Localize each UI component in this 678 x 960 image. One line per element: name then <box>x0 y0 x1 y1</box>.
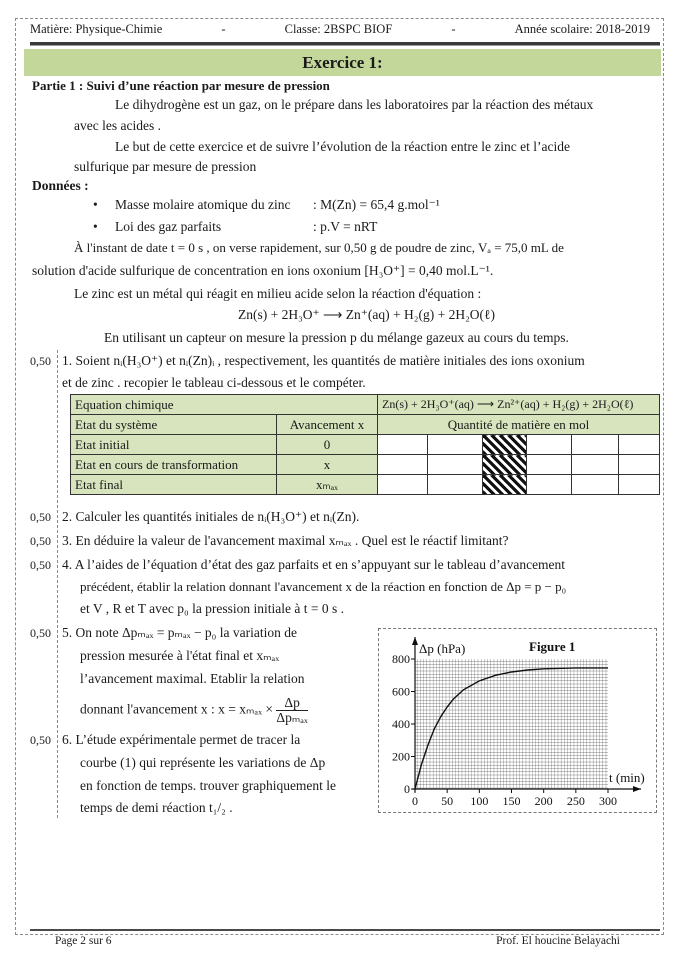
table-row <box>71 435 660 455</box>
quantity-cell <box>378 475 428 495</box>
quantity-cell <box>378 455 428 475</box>
school-year: Année scolaire: 2018-2019 <box>514 22 650 36</box>
question-1-line2: et de zinc . recopier le tableau ci-dessous et le compéter. <box>62 375 366 390</box>
question-6-line3: en fonction de temps. trouver graphiquement le <box>80 778 337 793</box>
question-5-formula: donnant l'avancement x : x = xₘₐₓ × <box>80 701 274 717</box>
question-4-line2: précédent, établir la relation donnant l'avancement x de la réaction en fonction de Δp = p − p₀ <box>80 579 567 594</box>
table-row <box>71 455 660 475</box>
quantity-cell <box>527 475 572 495</box>
question-4-line1: 4. A l’aides de l’équation d’état des gaz parfaits et en s’appuyant sur le tableau d’avancement <box>62 557 566 572</box>
y-axis-arrow-icon <box>412 637 418 645</box>
svg-text:200: 200 <box>534 794 553 808</box>
quantity-cell <box>378 435 428 455</box>
data-value-gas-law: : p.V = nRT <box>313 219 378 234</box>
author: Prof. El houcine Belayachi <box>496 935 620 947</box>
t0-line2: solution d'acide sulfurique de concentration en ions oxonium [H₃O⁺] = 0,40 mol.L⁻¹. <box>32 263 494 278</box>
page-header <box>30 22 650 37</box>
hatched-cell <box>483 475 527 495</box>
table-header-quantity: Quantité de matière en mol <box>378 415 660 435</box>
data-label-molar-mass: Masse molaire atomique du zinc <box>115 197 291 212</box>
quantity-cell <box>572 435 619 455</box>
quantity-cell <box>619 455 660 475</box>
quantity-cell <box>428 455 483 475</box>
svg-text:300: 300 <box>599 794 617 808</box>
quantity-cell <box>428 435 483 455</box>
data-value-molar-mass: : M(Zn) = 65,4 g.mol⁻¹ <box>313 197 440 212</box>
fraction-numerator: Δp <box>276 696 307 711</box>
hatched-cell <box>483 455 527 475</box>
svg-text:50: 50 <box>441 794 454 808</box>
question-mark: 0,50 <box>30 558 51 572</box>
svg-text:800: 800 <box>392 652 410 666</box>
separator: - <box>451 22 456 36</box>
question-5-line3: l’avancement maximal. Etablir la relation <box>80 671 305 686</box>
quantity-cell <box>527 455 572 475</box>
question-1-line1: 1. Soient nᵢ(H₃O⁺) et nᵢ(Zn)ᵢ , respectivement, les quantités de matière initiales des ions oxonium <box>62 353 585 368</box>
svg-text:Figure 1: Figure 1 <box>529 639 576 654</box>
question-4-line3: et V , R et T avec p₀ la pression initiale à t = 0 s . <box>80 601 345 616</box>
svg-text:600: 600 <box>392 684 410 699</box>
subject: Matière: Physique-Chimie <box>30 22 163 36</box>
hatched-cell <box>483 435 527 455</box>
part-title: Partie 1 : Suivi d’une réaction par mesure de pression <box>32 78 330 93</box>
grid <box>415 659 608 789</box>
separator: - <box>221 22 226 36</box>
sensor-line: En utilisant un capteur on mesure la pression p du mélange gazeux au cours du temps. <box>104 330 569 345</box>
advancement-cell: 0 <box>277 435 378 455</box>
intro-p1-line1: Le dihydrogène est un gaz, on le prépare dans les laboratoires par la réaction des métaux <box>115 97 594 112</box>
page-footer <box>55 935 620 947</box>
quantity-cell <box>619 475 660 495</box>
quantity-cell <box>428 475 483 495</box>
svg-text:0: 0 <box>404 782 410 796</box>
question-6-line4: temps de demi réaction t₁/₂ . <box>80 800 233 815</box>
class: Classe: 2BSPC BIOF <box>284 22 393 36</box>
table-equation: Zn(s) + 2H₃O⁺(aq) ⟶ Zn²⁺(aq) + H₂(g) + 2H₂O(ℓ) <box>378 395 660 415</box>
bullet-icon: • <box>93 219 98 234</box>
question-6-line2: courbe (1) qui représente les variations de Δp <box>80 755 326 770</box>
svg-text:150: 150 <box>502 794 521 808</box>
svg-text:400: 400 <box>392 717 410 731</box>
table-header-advancement: Avancement x <box>277 415 378 435</box>
question-5-line2: pression mesurée à l'état final et xₘₐₓ <box>80 648 280 663</box>
question-mark: 0,50 <box>30 626 51 640</box>
question-2: 2. Calculer les quantités initiales de nᵢ(H₃O⁺) et nᵢ(Zn). <box>62 509 360 524</box>
fraction-denominator: Δpₘₐₓ <box>276 710 308 725</box>
x-axis-arrow-icon <box>633 786 641 792</box>
svg-text:0: 0 <box>412 794 418 808</box>
page-number: Page 2 sur 6 <box>55 935 112 947</box>
question-mark: 0,50 <box>30 354 51 368</box>
quantity-cell <box>527 435 572 455</box>
bullet-icon: • <box>93 197 98 212</box>
quantity-cell <box>619 435 660 455</box>
quantity-cell <box>572 475 619 495</box>
intro-p2-line1: Le but de cette exercice et de suivre l’évolution de la réaction entre le zinc et l’acide <box>115 139 571 154</box>
data-label-gas-law: Loi des gaz parfaits <box>115 219 222 234</box>
state-cell: Etat final <box>71 475 277 495</box>
exercise-title: Exercice 1: <box>24 49 661 76</box>
question-mark: 0,50 <box>30 733 51 747</box>
question-6-line1: 6. L’étude expérimentale permet de tracer la <box>62 732 301 747</box>
header-rule-thin <box>30 45 660 46</box>
svg-text:250: 250 <box>566 794 585 808</box>
table-header-state: Etat du système <box>71 415 277 435</box>
question-mark: 0,50 <box>30 510 51 524</box>
footer-rule <box>30 929 660 931</box>
pressure-chart <box>379 629 656 812</box>
fraction <box>276 696 307 725</box>
question-3: 3. En déduire la valeur de l'avancement maximal xₘₐₓ . Quel est le réactif limitant? <box>62 533 509 548</box>
table-row <box>71 475 660 495</box>
margin-dotted-line <box>57 350 58 818</box>
figure-1 <box>378 628 657 813</box>
quantity-cell <box>572 455 619 475</box>
question-mark: 0,50 <box>30 534 51 548</box>
advancement-cell: xₘₐₓ <box>277 475 378 495</box>
intro-p2-line2: sulfurique par mesure de pression <box>74 159 257 174</box>
zinc-line: Le zinc est un métal qui réagit en milieu acide selon la réaction d'équation : <box>74 286 482 301</box>
table-equation-label: Equation chimique <box>71 395 378 415</box>
state-cell: Etat en cours de transformation <box>71 455 277 475</box>
svg-text:200: 200 <box>392 749 410 764</box>
svg-text:100: 100 <box>470 794 489 808</box>
data-heading: Données : <box>32 178 89 193</box>
question-5-line1: 5. On note Δpₘₐₓ = pₘₐₓ − p₀ la variation de <box>62 625 297 640</box>
svg-text:Δp (hPa): Δp (hPa) <box>419 641 466 656</box>
intro-p1-line2: avec les acides . <box>74 118 161 133</box>
reaction-equation: Zn(s) + 2H₃O⁺ ⟶ Zn⁺(aq) + H₂(g) + 2H₂O(ℓ) <box>238 307 495 322</box>
t0-line1: À l'instant de date t = 0 s , on verse rapidement, sur 0,50 g de poudre de zinc, Vₐ = 75,0 mL de <box>74 240 564 255</box>
advancement-cell: x <box>277 455 378 475</box>
advancement-table <box>70 394 660 495</box>
question-5-line4 <box>80 696 308 725</box>
state-cell: Etat initial <box>71 435 277 455</box>
svg-text:t (min): t (min) <box>609 770 645 785</box>
